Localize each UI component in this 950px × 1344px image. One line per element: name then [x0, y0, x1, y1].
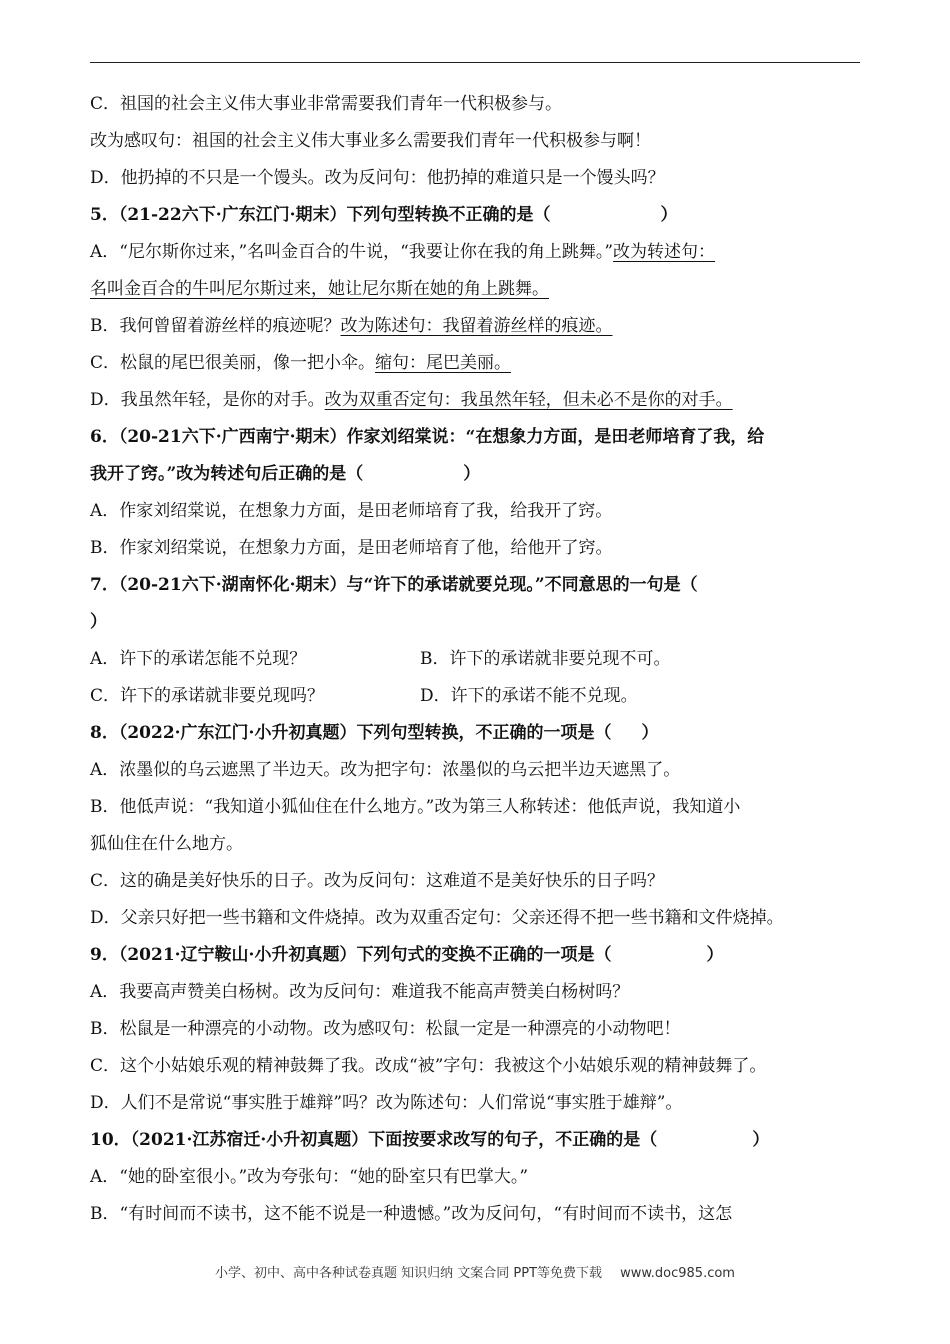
q5-option-a: A．“尼尔斯你过来，”名叫金百合的牛说，“我要让你在我的角上跳舞。”改为转述句：: [90, 242, 716, 262]
question-6-cont: 我开了窍。”改为转述句后正确的是（ ）: [90, 464, 481, 484]
q8-option-b-cont: 狐仙住在什么地方。: [90, 834, 243, 854]
q5-option-c: C．松鼠的尾巴很美丽，像一把小伞。缩句：尾巴美丽。: [90, 353, 512, 373]
document-body: [90, 86, 865, 1233]
q9-option-c: C．这个小姑娘乐观的精神鼓舞了我。改成“被”字句：我被这个小姑娘乐观的精神鼓舞了。: [90, 1056, 767, 1076]
q5-option-a-cont: 名叫金百合的牛叫尼尔斯过来，她让尼尔斯在她的角上跳舞。: [90, 279, 549, 299]
question-7-cont: ）: [90, 612, 107, 632]
q7-options-ab: A．许下的承诺怎能不兑现？ B．许下的承诺就非要兑现不可。: [90, 649, 671, 669]
q5-option-b: B．我何曾留着游丝样的痕迹呢？改为陈述句：我留着游丝样的痕迹。: [90, 316, 613, 336]
question-6: 6．（20-21六下·广西南宁·期末）作家刘绍棠说：“在想象力方面，是田老师培育了我，给: [90, 427, 765, 447]
q8-option-b: B．他低声说：“我知道小狐仙住在什么地方。”改为第三人称转述：他低声说，我知道小: [90, 797, 741, 817]
q9-option-a: A．我要高声赞美白杨树。改为反问句：难道我不能高声赞美白杨树吗？: [90, 982, 630, 1002]
q10-option-b: B．“有时间而不读书，这不能不说是一种遗憾。”改为反问句，“有时间而不读书，这怎: [90, 1204, 733, 1224]
page-footer: [0, 1262, 950, 1281]
q7-options-cd: C．许下的承诺就非要兑现吗？ D．许下的承诺不能不兑现。: [90, 686, 638, 706]
q10-option-a: A．“她的卧室很小。”改为夸张句：“她的卧室只有巴掌大。”: [90, 1167, 529, 1187]
question-8: 8．（2022·广东江门·小升初真题）下列句型转换，不正确的一项是（ ）: [90, 723, 659, 743]
option-line: 改为感叹句：祖国的社会主义伟大事业多么需要我们青年一代积极参与啊！: [90, 131, 651, 151]
footer-link[interactable]: www.doc985.com: [620, 1266, 735, 1281]
q8-option-a: A．浓墨似的乌云遮黑了半边天。改为把字句：浓墨似的乌云把半边天遮黑了。: [90, 760, 681, 780]
q5-option-d: D．我虽然年轻，是你的对手。改为双重否定句：我虽然年轻，但未必不是你的对手。: [90, 390, 733, 410]
q6-option-a: A．作家刘绍棠说，在想象力方面，是田老师培育了我，给我开了窍。: [90, 501, 613, 521]
q6-option-b: B．作家刘绍棠说，在想象力方面，是田老师培育了他，给他开了窍。: [90, 538, 613, 558]
option-line: D．他扔掉的不只是一个馒头。改为反问句：他扔掉的难道只是一个馒头吗？: [90, 168, 665, 188]
question-10: 10．（2021·江苏宿迁·小升初真题）下面按要求改写的句子，不正确的是（ ）: [90, 1130, 770, 1150]
question-7: 7．（20-21六下·湖南怀化·期末）与“许下的承诺就要兑现。”不同意思的一句是（: [90, 575, 698, 595]
q8-option-d: D．父亲只好把一些书籍和文件烧掉。改为双重否定句：父亲还得不把一些书籍和文件烧掉。: [90, 908, 784, 928]
question-5: 5．（21-22六下·广东江门·期末）下列句型转换不正确的是（ ）: [90, 205, 678, 225]
q9-option-d: D．人们不是常说“事实胜于雄辩”吗？改为陈述句：人们常说“事实胜于雄辩”。: [90, 1093, 683, 1113]
footer-text: 小学、初中、高中各种试卷真题 知识归纳 文案合同 PPT等免费下载: [215, 1266, 603, 1281]
question-9: 9．（2021·辽宁鞍山·小升初真题）下列句式的变换不正确的一项是（ ）: [90, 945, 724, 965]
option-line: C．祖国的社会主义伟大事业非常需要我们青年一代积极参与。: [90, 94, 563, 114]
q9-option-b: B．松鼠是一种漂亮的小动物。改为感叹句：松鼠一定是一种漂亮的小动物吧！: [90, 1019, 681, 1039]
header-rule: [90, 62, 860, 63]
q8-option-c: C．这的确是美好快乐的日子。改为反问句：这难道不是美好快乐的日子吗？: [90, 871, 665, 891]
